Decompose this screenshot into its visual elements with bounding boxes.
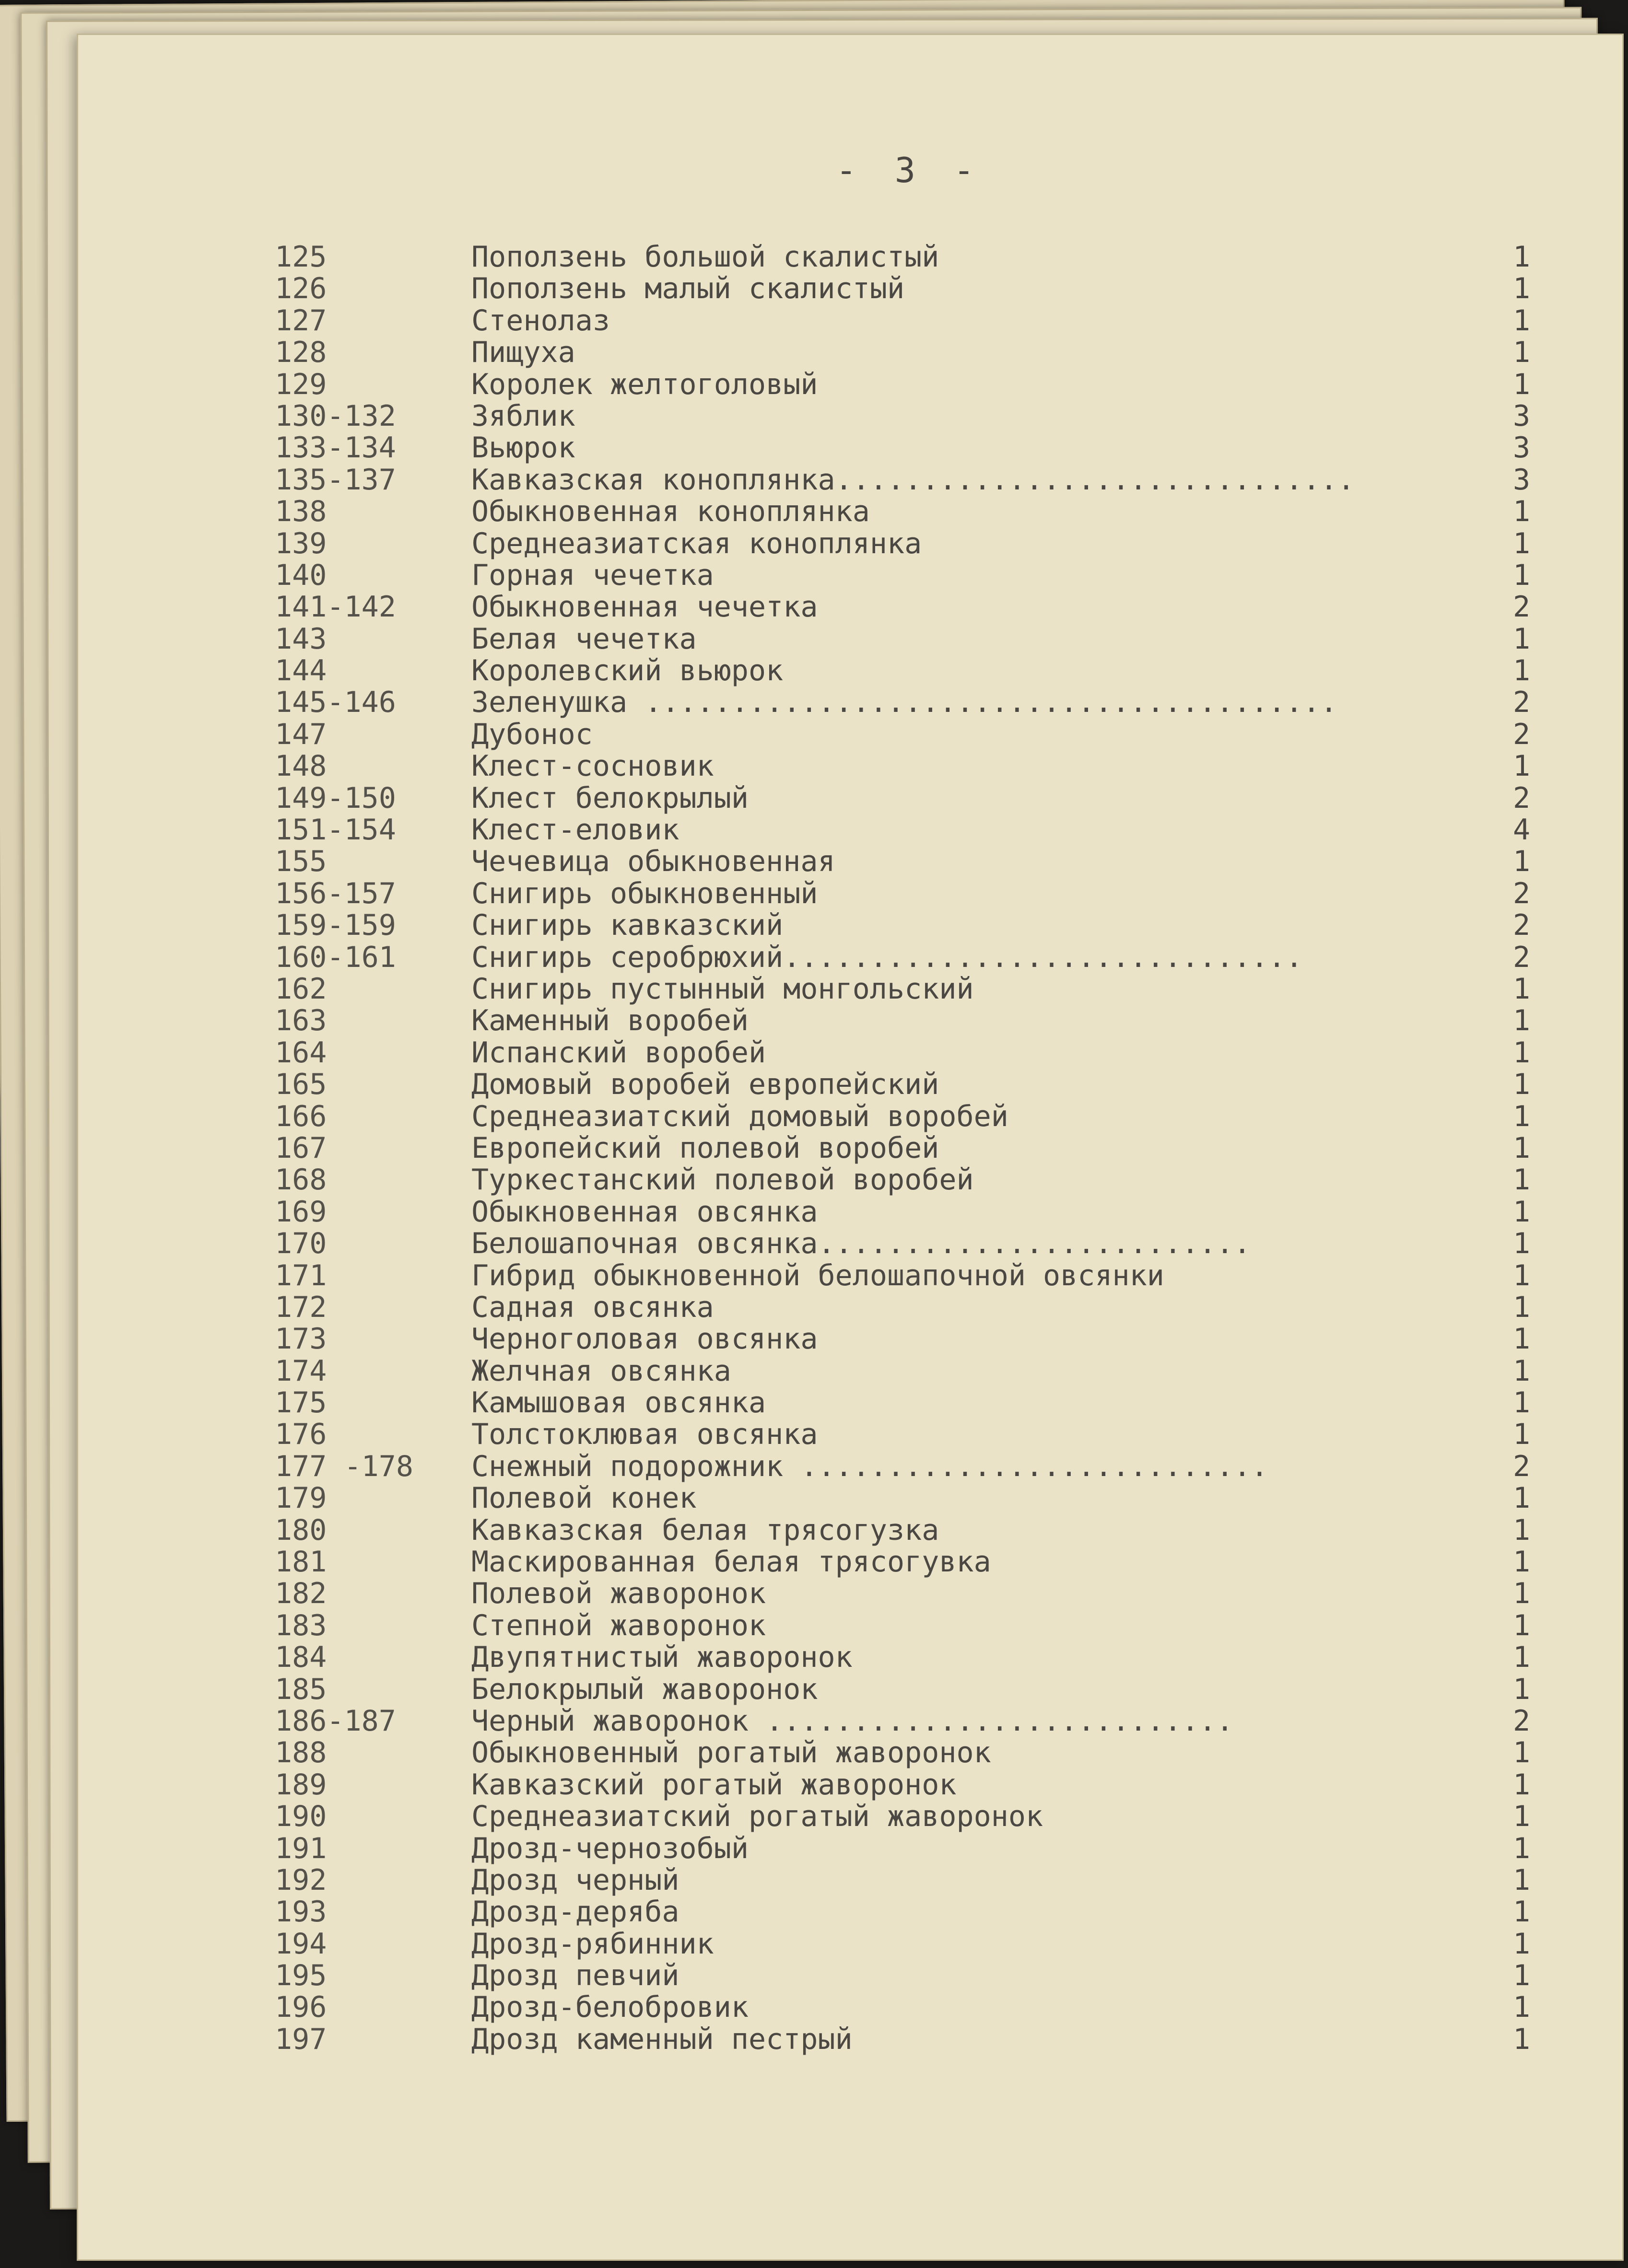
catalog-number: 164 xyxy=(275,1035,327,1070)
list-row xyxy=(275,782,1536,814)
catalog-number: 169 xyxy=(275,1195,327,1229)
species-name: Поползень малый скалистый xyxy=(471,273,905,305)
catalog-number: 177 -178 xyxy=(275,1449,413,1483)
list-row xyxy=(275,1005,1536,1036)
list-row xyxy=(275,1864,1536,1896)
list-row xyxy=(275,559,1536,591)
species-name: Белая чечетка xyxy=(471,623,697,655)
species-name: Стенолаз xyxy=(471,304,610,337)
catalog-number: 126 xyxy=(275,272,327,306)
species-name: Обыкновенная чечетка xyxy=(471,591,818,623)
list-row xyxy=(275,1260,1536,1291)
species-name: Двупятнистый жаворонок xyxy=(471,1641,853,1674)
list-row xyxy=(275,1482,1536,1514)
specimen-count: 1 xyxy=(1512,367,1531,401)
catalog-number: 140 xyxy=(275,558,327,592)
catalog-number: 155 xyxy=(275,845,327,879)
specimen-count: 1 xyxy=(1512,1227,1531,1261)
species-name: Зяблик xyxy=(471,400,575,432)
species-name: Дрозд черный xyxy=(471,1864,679,1896)
specimen-count: 1 xyxy=(1512,1035,1531,1070)
species-name: Королек желтоголовый xyxy=(471,368,818,400)
species-name: Европейский полевой воробей xyxy=(471,1132,939,1164)
species-name: Дубонос xyxy=(471,718,593,751)
species-name: Камышовая овсянка xyxy=(471,1387,766,1419)
species-name: Полевой конек xyxy=(471,1482,697,1514)
specimen-count: 2 xyxy=(1512,590,1531,624)
specimen-count: 1 xyxy=(1512,622,1531,656)
list-row xyxy=(275,1769,1536,1801)
list-row xyxy=(275,1960,1536,1991)
list-row xyxy=(275,1514,1536,1546)
list-row xyxy=(275,1419,1536,1450)
catalog-number: 165 xyxy=(275,1068,327,1102)
specimen-count: 2 xyxy=(1512,908,1531,942)
species-name: Зеленушка ........................................ xyxy=(471,686,1338,719)
catalog-number: 188 xyxy=(275,1736,327,1770)
specimen-count: 1 xyxy=(1512,1290,1531,1324)
species-name: Среднеазиатский рогатый жаворонок xyxy=(471,1801,1043,1833)
specimen-count: 2 xyxy=(1512,686,1531,720)
species-name: Домовый воробей европейский xyxy=(471,1069,939,1101)
catalog-number: 144 xyxy=(275,654,327,688)
list-row xyxy=(275,1737,1536,1768)
species-name: Королевский вьюрок xyxy=(471,655,784,687)
specimen-count: 1 xyxy=(1512,1418,1531,1452)
species-name: Снигирь пустынный монгольский xyxy=(471,973,974,1005)
specimen-count: 1 xyxy=(1512,972,1531,1006)
species-name: Вьюрок xyxy=(471,432,575,464)
catalog-number: 159-159 xyxy=(275,908,396,942)
catalog-number: 186-187 xyxy=(275,1704,396,1738)
species-name: Туркестанский полевой воробей xyxy=(471,1164,974,1196)
list-row xyxy=(275,623,1536,655)
list-row xyxy=(275,814,1536,846)
specimen-count: 1 xyxy=(1512,1640,1531,1675)
catalog-number: 176 xyxy=(275,1418,327,1452)
specimen-count: 1 xyxy=(1512,495,1531,529)
catalog-number: 162 xyxy=(275,972,327,1006)
species-name: Белокрылый жаворонок xyxy=(471,1673,818,1705)
catalog-number: 129 xyxy=(275,367,327,401)
specimen-count: 2 xyxy=(1512,1704,1531,1738)
list-row xyxy=(275,1037,1536,1069)
catalog-number: 170 xyxy=(275,1227,327,1261)
specimen-count: 1 xyxy=(1512,1195,1531,1229)
species-name: Среднеазиатский домовый воробей xyxy=(471,1100,1008,1132)
list-row xyxy=(275,1132,1536,1164)
catalog-number: 192 xyxy=(275,1863,327,1897)
specimen-count: 1 xyxy=(1512,1800,1531,1834)
catalog-number: 139 xyxy=(275,526,327,560)
specimen-count: 1 xyxy=(1512,1481,1531,1515)
list-row xyxy=(275,1196,1536,1228)
specimen-count: 1 xyxy=(1512,1068,1531,1102)
species-name: Желчная овсянка xyxy=(471,1355,731,1387)
catalog-number: 127 xyxy=(275,303,327,337)
catalog-number: 160-161 xyxy=(275,940,396,974)
list-row xyxy=(275,655,1536,686)
species-name: Гибрид обыкновенной белошапочной овсянки xyxy=(471,1259,1164,1291)
specimen-count: 1 xyxy=(1512,1099,1531,1133)
list-row xyxy=(275,1991,1536,2023)
list-row xyxy=(275,1546,1536,1578)
specimen-count: 1 xyxy=(1512,1004,1531,1038)
list-row xyxy=(275,1641,1536,1673)
specimen-count: 1 xyxy=(1512,558,1531,592)
list-row xyxy=(275,528,1536,559)
species-name: Испанский воробей xyxy=(471,1036,766,1069)
species-name: Дрозд-деряба xyxy=(471,1896,679,1928)
catalog-number: 194 xyxy=(275,1927,327,1961)
species-name: Белошапочная овсянка......................... xyxy=(471,1228,1251,1260)
list-row xyxy=(275,1355,1536,1387)
specimen-count: 1 xyxy=(1512,1608,1531,1642)
specimen-count: 1 xyxy=(1512,2022,1531,2056)
specimen-count: 1 xyxy=(1512,1768,1531,1802)
catalog-number: 128 xyxy=(275,336,327,370)
species-name: Горная чечетка xyxy=(471,559,714,592)
specimen-count: 1 xyxy=(1512,845,1531,879)
list-row xyxy=(275,432,1536,464)
list-row xyxy=(275,305,1536,337)
specimen-count: 1 xyxy=(1512,1863,1531,1897)
specimen-count: 1 xyxy=(1512,1513,1531,1547)
catalog-number: 149-150 xyxy=(275,781,396,815)
species-name: Садная овсянка xyxy=(471,1291,714,1324)
catalog-number: 145-146 xyxy=(275,686,396,720)
specimen-count: 2 xyxy=(1512,781,1531,815)
typewritten-page xyxy=(77,34,1624,2261)
species-name: Обыкновенная коноплянка xyxy=(471,496,870,528)
list-row xyxy=(275,273,1536,304)
species-name: Дрозд-чернозобый xyxy=(471,1832,749,1864)
list-row xyxy=(275,750,1536,782)
list-row xyxy=(275,464,1536,496)
species-name: Маскированная белая трясогувка xyxy=(471,1546,991,1578)
catalog-number: 181 xyxy=(275,1545,327,1579)
specimen-count: 2 xyxy=(1512,876,1531,910)
list-row xyxy=(275,1896,1536,1928)
list-row xyxy=(275,942,1536,973)
catalog-number: 175 xyxy=(275,1386,327,1420)
species-name: Каменный воробей xyxy=(471,1005,749,1037)
list-row xyxy=(275,1101,1536,1132)
list-row xyxy=(275,1291,1536,1323)
specimen-count: 1 xyxy=(1512,1831,1531,1865)
specimen-count: 2 xyxy=(1512,1449,1531,1483)
specimen-count: 1 xyxy=(1512,526,1531,560)
species-name: Обыкновенный рогатый жаворонок xyxy=(471,1737,991,1769)
list-row xyxy=(275,369,1536,400)
list-row xyxy=(275,400,1536,432)
specimen-count: 3 xyxy=(1512,463,1531,497)
list-row xyxy=(275,1228,1536,1259)
catalog-number: 138 xyxy=(275,495,327,529)
specimen-count: 1 xyxy=(1512,1354,1531,1388)
catalog-number: 195 xyxy=(275,1959,327,1993)
catalog-number: 147 xyxy=(275,717,327,751)
page-number: - 3 - xyxy=(836,150,983,190)
list-row xyxy=(275,878,1536,909)
catalog-number: 172 xyxy=(275,1290,327,1324)
list-row xyxy=(275,1578,1536,1609)
catalog-number: 179 xyxy=(275,1481,327,1515)
list-row xyxy=(275,1674,1536,1705)
specimen-count: 1 xyxy=(1512,654,1531,688)
species-name: Поползень большой скалистый xyxy=(471,241,939,273)
catalog-number: 156-157 xyxy=(275,876,396,910)
catalog-number: 171 xyxy=(275,1258,327,1292)
specimen-count: 1 xyxy=(1512,749,1531,783)
specimen-list xyxy=(275,241,1536,2055)
list-row xyxy=(275,1928,1536,1960)
catalog-number: 184 xyxy=(275,1640,327,1675)
list-row xyxy=(275,719,1536,750)
catalog-number: 173 xyxy=(275,1322,327,1356)
catalog-number: 197 xyxy=(275,2022,327,2056)
list-row xyxy=(275,1801,1536,1832)
specimen-count: 3 xyxy=(1512,431,1531,465)
specimen-count: 3 xyxy=(1512,399,1531,433)
specimen-count: 1 xyxy=(1512,336,1531,370)
catalog-number: 166 xyxy=(275,1099,327,1133)
catalog-number: 130-132 xyxy=(275,399,396,433)
species-name: Черный жаворонок ........................... xyxy=(471,1705,1234,1737)
species-name: Дрозд каменный пестрый xyxy=(471,2023,853,2056)
catalog-number: 125 xyxy=(275,240,327,274)
species-name: Клест белокрылый xyxy=(471,782,749,814)
species-name: Клест-сосновик xyxy=(471,750,714,782)
species-name: Обыкновенная овсянка xyxy=(471,1196,818,1228)
list-row xyxy=(275,1069,1536,1100)
species-name: Дрозд певчий xyxy=(471,1960,679,1992)
catalog-number: 189 xyxy=(275,1768,327,1802)
specimen-count: 1 xyxy=(1512,1131,1531,1165)
list-row xyxy=(275,1610,1536,1641)
species-name: Полевой жаворонок xyxy=(471,1578,766,1610)
species-name: Черноголовая овсянка xyxy=(471,1323,818,1355)
species-name: Снигирь кавказский xyxy=(471,909,784,942)
specimen-count: 2 xyxy=(1512,717,1531,751)
list-row xyxy=(275,1387,1536,1419)
species-name: Чечевица обыкновенная xyxy=(471,846,835,878)
catalog-number: 196 xyxy=(275,1990,327,2024)
specimen-count: 1 xyxy=(1512,1258,1531,1292)
specimen-count: 2 xyxy=(1512,940,1531,974)
specimen-count: 1 xyxy=(1512,1163,1531,1197)
species-name: Среднеазиатская коноплянка xyxy=(471,527,922,559)
species-name: Снежный подорожник ........................... xyxy=(471,1450,1268,1483)
catalog-number: 180 xyxy=(275,1513,327,1547)
specimen-count: 1 xyxy=(1512,1577,1531,1611)
catalog-number: 163 xyxy=(275,1004,327,1038)
list-row xyxy=(275,241,1536,273)
species-name: Снигирь обыкновенный xyxy=(471,877,818,910)
species-name: Толстоклювая овсянка xyxy=(471,1419,818,1451)
species-name: Степной жаворонок xyxy=(471,1609,766,1642)
species-name: Кавказская коноплянка.............................. xyxy=(471,464,1355,496)
specimen-count: 1 xyxy=(1512,1927,1531,1961)
list-row xyxy=(275,2024,1536,2055)
list-row xyxy=(275,1451,1536,1482)
specimen-count: 1 xyxy=(1512,303,1531,337)
specimen-count: 1 xyxy=(1512,1895,1531,1929)
catalog-number: 183 xyxy=(275,1608,327,1642)
specimen-count: 1 xyxy=(1512,272,1531,306)
catalog-number: 190 xyxy=(275,1800,327,1834)
catalog-number: 168 xyxy=(275,1163,327,1197)
species-name: Клест-еловик xyxy=(471,814,679,846)
species-name: Дрозд-белобровик xyxy=(471,1991,749,2024)
list-row xyxy=(275,1164,1536,1196)
catalog-number: 191 xyxy=(275,1831,327,1865)
species-name: Дрозд-рябинник xyxy=(471,1928,714,1960)
specimen-count: 1 xyxy=(1512,1990,1531,2024)
list-row xyxy=(275,686,1536,718)
list-row xyxy=(275,1323,1536,1355)
catalog-number: 148 xyxy=(275,749,327,783)
specimen-count: 1 xyxy=(1512,1386,1531,1420)
catalog-number: 141-142 xyxy=(275,590,396,624)
catalog-number: 133-134 xyxy=(275,431,396,465)
species-name: Снигирь серобрюхий.............................. xyxy=(471,941,1303,973)
species-name: Кавказский рогатый жаворонок xyxy=(471,1768,957,1801)
specimen-count: 1 xyxy=(1512,1672,1531,1706)
list-row xyxy=(275,973,1536,1005)
catalog-number: 135-137 xyxy=(275,463,396,497)
list-row xyxy=(275,1705,1536,1737)
list-row xyxy=(275,1833,1536,1864)
catalog-number: 167 xyxy=(275,1131,327,1165)
list-row xyxy=(275,846,1536,877)
catalog-number: 174 xyxy=(275,1354,327,1388)
list-row xyxy=(275,909,1536,941)
specimen-count: 1 xyxy=(1512,1736,1531,1770)
catalog-number: 182 xyxy=(275,1577,327,1611)
specimen-count: 1 xyxy=(1512,1545,1531,1579)
catalog-number: 143 xyxy=(275,622,327,656)
catalog-number: 151-154 xyxy=(275,813,396,847)
specimen-count: 1 xyxy=(1512,240,1531,274)
catalog-number: 193 xyxy=(275,1895,327,1929)
list-row xyxy=(275,591,1536,623)
catalog-number: 185 xyxy=(275,1672,327,1706)
list-row xyxy=(275,496,1536,527)
specimen-count: 1 xyxy=(1512,1322,1531,1356)
species-name: Пищуха xyxy=(471,337,575,369)
specimen-count: 1 xyxy=(1512,1959,1531,1993)
list-row xyxy=(275,337,1536,368)
specimen-count: 4 xyxy=(1512,813,1531,847)
species-name: Кавказская белая трясогузка xyxy=(471,1514,939,1547)
